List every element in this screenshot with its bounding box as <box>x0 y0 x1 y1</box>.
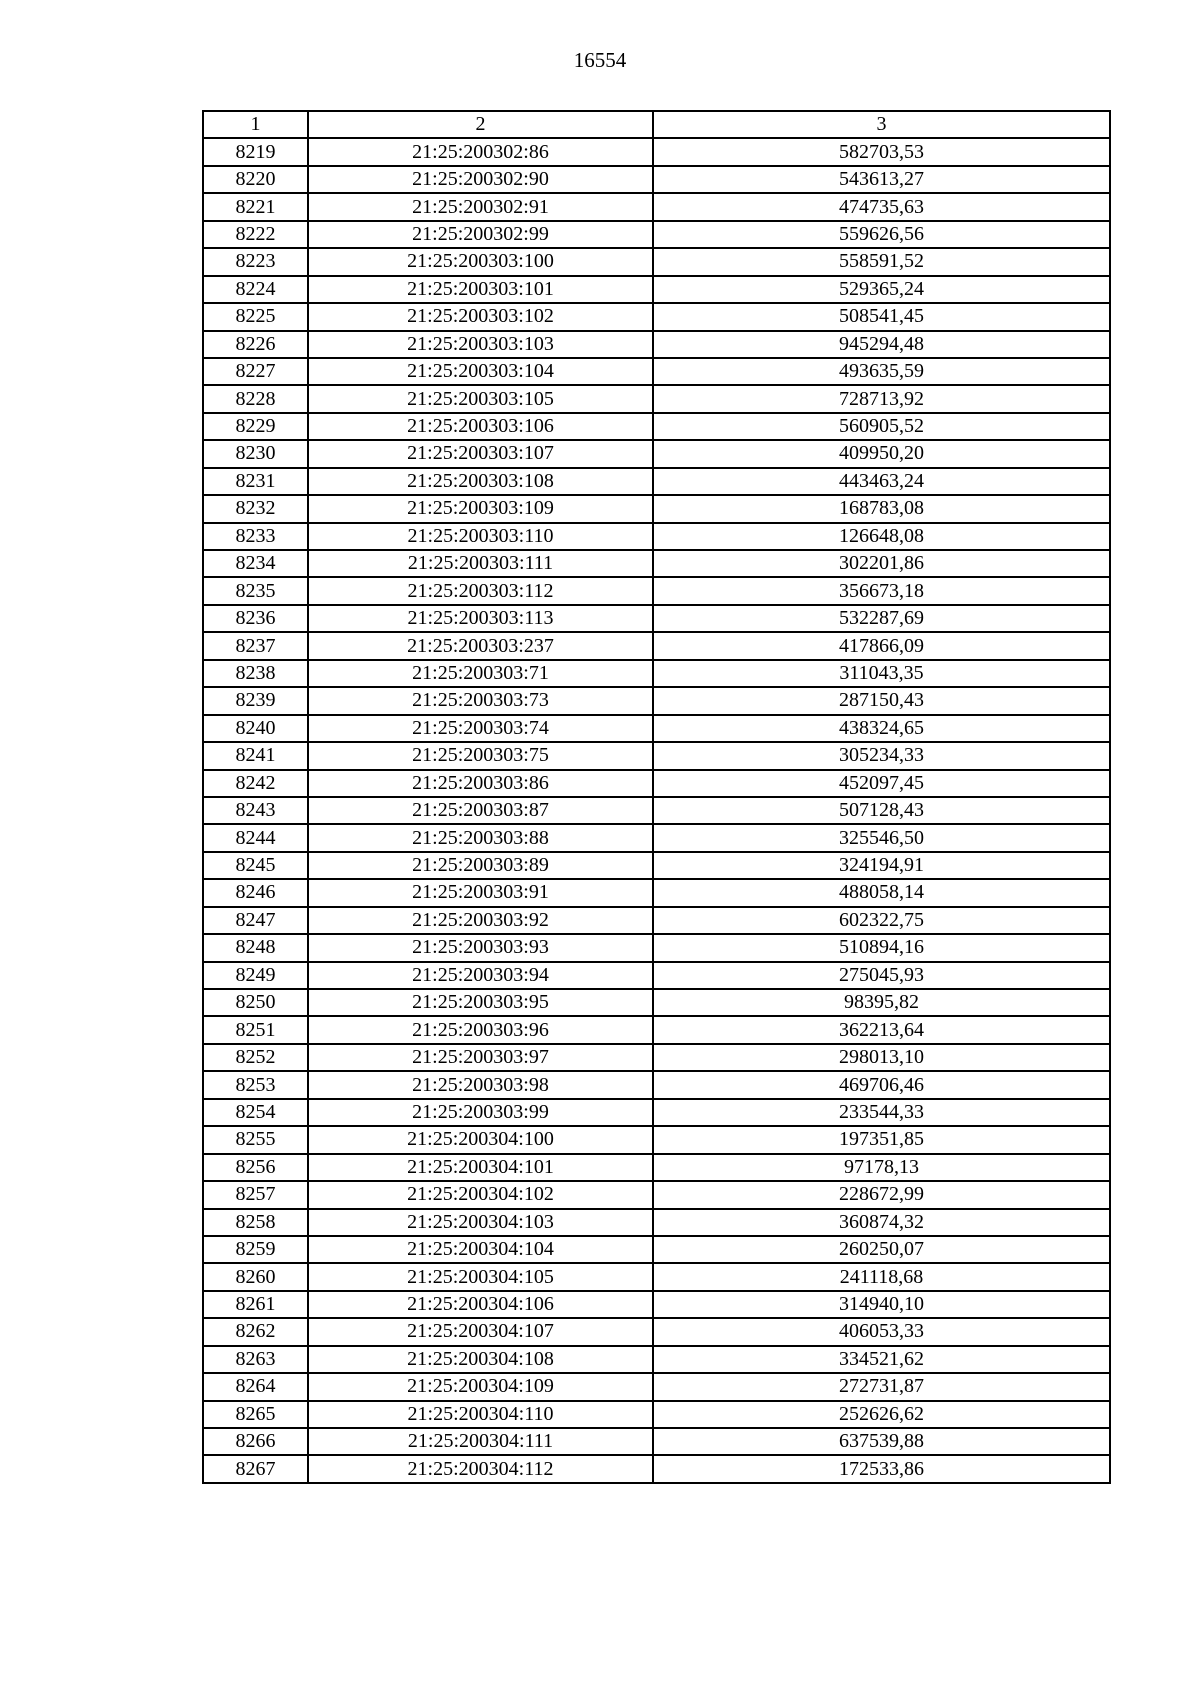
table-row <box>203 331 1110 358</box>
cadastral-number-cell: 21:25:200304:100 <box>308 1126 653 1153</box>
cadastral-value-cell: 438324,65 <box>653 715 1110 742</box>
cadastral-number-cell: 21:25:200303:107 <box>308 440 653 467</box>
row-number-cell: 8247 <box>203 907 308 934</box>
row-number-cell: 8255 <box>203 1126 308 1153</box>
table-row <box>203 413 1110 440</box>
table-row <box>203 989 1110 1016</box>
cadastral-number-cell: 21:25:200303:95 <box>308 989 653 1016</box>
cadastral-value-cell: 510894,16 <box>653 934 1110 961</box>
cadastral-number-cell: 21:25:200303:71 <box>308 660 653 687</box>
cadastral-value-cell: 602322,75 <box>653 907 1110 934</box>
cadastral-number-cell: 21:25:200303:97 <box>308 1044 653 1071</box>
row-number-cell: 8252 <box>203 1044 308 1071</box>
cadastral-value-cell: 241118,68 <box>653 1263 1110 1290</box>
row-number-cell: 8242 <box>203 770 308 797</box>
table-row <box>203 934 1110 961</box>
table-row <box>203 276 1110 303</box>
cadastral-number-cell: 21:25:200303:96 <box>308 1016 653 1043</box>
table-row <box>203 1071 1110 1098</box>
cadastral-value-cell: 233544,33 <box>653 1099 1110 1126</box>
row-number-cell: 8262 <box>203 1318 308 1345</box>
row-number-cell: 8240 <box>203 715 308 742</box>
cadastral-value-cell: 360874,32 <box>653 1209 1110 1236</box>
row-number-cell: 8250 <box>203 989 308 1016</box>
cadastral-value-cell: 637539,88 <box>653 1428 1110 1455</box>
cadastral-value-cell: 560905,52 <box>653 413 1110 440</box>
row-number-cell: 8231 <box>203 468 308 495</box>
row-number-cell: 8232 <box>203 495 308 522</box>
table-row <box>203 1181 1110 1208</box>
table-row <box>203 1154 1110 1181</box>
table-row <box>203 742 1110 769</box>
cadastral-value-cell: 543613,27 <box>653 166 1110 193</box>
table-row <box>203 550 1110 577</box>
table-row <box>203 468 1110 495</box>
row-number-cell: 8229 <box>203 413 308 440</box>
table-row <box>203 1044 1110 1071</box>
row-number-cell: 8258 <box>203 1209 308 1236</box>
row-number-cell: 8237 <box>203 632 308 659</box>
cadastral-value-cell: 275045,93 <box>653 962 1110 989</box>
cadastral-value-cell: 228672,99 <box>653 1181 1110 1208</box>
row-number-cell: 8260 <box>203 1263 308 1290</box>
cadastral-value-cell: 325546,50 <box>653 824 1110 851</box>
table-row <box>203 358 1110 385</box>
column-header-value: 3 <box>653 111 1110 138</box>
row-number-cell: 8224 <box>203 276 308 303</box>
row-number-cell: 8234 <box>203 550 308 577</box>
table-row <box>203 1126 1110 1153</box>
cadastral-number-cell: 21:25:200303:112 <box>308 577 653 604</box>
cadastral-value-cell: 945294,48 <box>653 331 1110 358</box>
table-row <box>203 824 1110 851</box>
cadastral-value-cell: 582703,53 <box>653 138 1110 165</box>
column-header-cadastral-number: 2 <box>308 111 653 138</box>
table-row <box>203 687 1110 714</box>
table-row <box>203 632 1110 659</box>
cadastral-number-cell: 21:25:200304:104 <box>308 1236 653 1263</box>
cadastral-number-cell: 21:25:200303:86 <box>308 770 653 797</box>
cadastral-number-cell: 21:25:200303:88 <box>308 824 653 851</box>
row-number-cell: 8246 <box>203 879 308 906</box>
cadastral-value-cell: 728713,92 <box>653 385 1110 412</box>
row-number-cell: 8257 <box>203 1181 308 1208</box>
cadastral-value-cell: 302201,86 <box>653 550 1110 577</box>
table-row <box>203 138 1110 165</box>
cadastral-value-cell: 559626,56 <box>653 221 1110 248</box>
cadastral-number-cell: 21:25:200303:106 <box>308 413 653 440</box>
cadastral-number-cell: 21:25:200302:91 <box>308 193 653 220</box>
cadastral-value-cell: 168783,08 <box>653 495 1110 522</box>
row-number-cell: 8235 <box>203 577 308 604</box>
table-row <box>203 605 1110 632</box>
row-number-cell: 8248 <box>203 934 308 961</box>
cadastral-value-cell: 507128,43 <box>653 797 1110 824</box>
table-row <box>203 303 1110 330</box>
cadastral-number-cell: 21:25:200303:103 <box>308 331 653 358</box>
cadastral-value-cell: 197351,85 <box>653 1126 1110 1153</box>
row-number-cell: 8230 <box>203 440 308 467</box>
table-row <box>203 1373 1110 1400</box>
cadastral-value-cell: 314940,10 <box>653 1291 1110 1318</box>
cadastral-value-cell: 97178,13 <box>653 1154 1110 1181</box>
cadastral-number-cell: 21:25:200303:101 <box>308 276 653 303</box>
cadastral-number-cell: 21:25:200304:103 <box>308 1209 653 1236</box>
cadastral-number-cell: 21:25:200304:107 <box>308 1318 653 1345</box>
cadastral-value-cell: 172533,86 <box>653 1455 1110 1482</box>
table-row <box>203 166 1110 193</box>
cadastral-number-cell: 21:25:200304:109 <box>308 1373 653 1400</box>
table-row <box>203 852 1110 879</box>
cadastral-value-cell: 488058,14 <box>653 879 1110 906</box>
table-row <box>203 797 1110 824</box>
cadastral-number-cell: 21:25:200303:110 <box>308 523 653 550</box>
cadastral-number-cell: 21:25:200303:104 <box>308 358 653 385</box>
row-number-cell: 8243 <box>203 797 308 824</box>
row-number-cell: 8226 <box>203 331 308 358</box>
row-number-cell: 8265 <box>203 1401 308 1428</box>
row-number-cell: 8239 <box>203 687 308 714</box>
cadastral-number-cell: 21:25:200304:102 <box>308 1181 653 1208</box>
table-row <box>203 1318 1110 1345</box>
row-number-cell: 8261 <box>203 1291 308 1318</box>
cadastral-value-cell: 334521,62 <box>653 1346 1110 1373</box>
cadastral-number-cell: 21:25:200302:90 <box>308 166 653 193</box>
table-row <box>203 1291 1110 1318</box>
cadastral-value-cell: 252626,62 <box>653 1401 1110 1428</box>
row-number-cell: 8221 <box>203 193 308 220</box>
row-number-cell: 8263 <box>203 1346 308 1373</box>
cadastral-number-cell: 21:25:200303:111 <box>308 550 653 577</box>
row-number-cell: 8225 <box>203 303 308 330</box>
table-row <box>203 1455 1110 1482</box>
row-number-cell: 8233 <box>203 523 308 550</box>
table-row <box>203 962 1110 989</box>
cadastral-value-cell: 529365,24 <box>653 276 1110 303</box>
cadastral-number-cell: 21:25:200303:99 <box>308 1099 653 1126</box>
row-number-cell: 8236 <box>203 605 308 632</box>
cadastral-value-cell: 98395,82 <box>653 989 1110 1016</box>
row-number-cell: 8244 <box>203 824 308 851</box>
table-row <box>203 1401 1110 1428</box>
cadastral-number-cell: 21:25:200303:237 <box>308 632 653 659</box>
row-number-cell: 8227 <box>203 358 308 385</box>
table-header-row <box>203 111 1110 138</box>
row-number-cell: 8254 <box>203 1099 308 1126</box>
cadastral-value-cell: 126648,08 <box>653 523 1110 550</box>
table-row <box>203 221 1110 248</box>
cadastral-number-cell: 21:25:200303:113 <box>308 605 653 632</box>
table-row <box>203 523 1110 550</box>
cadastral-value-cell: 474735,63 <box>653 193 1110 220</box>
row-number-cell: 8249 <box>203 962 308 989</box>
table-row <box>203 1428 1110 1455</box>
table-row <box>203 660 1110 687</box>
table-row <box>203 248 1110 275</box>
cadastral-number-cell: 21:25:200304:112 <box>308 1455 653 1482</box>
cadastral-value-cell: 272731,87 <box>653 1373 1110 1400</box>
cadastral-value-cell: 532287,69 <box>653 605 1110 632</box>
cadastral-number-cell: 21:25:200303:100 <box>308 248 653 275</box>
row-number-cell: 8228 <box>203 385 308 412</box>
cadastral-number-cell: 21:25:200303:92 <box>308 907 653 934</box>
cadastral-number-cell: 21:25:200304:110 <box>308 1401 653 1428</box>
cadastral-number-cell: 21:25:200303:93 <box>308 934 653 961</box>
cadastral-number-cell: 21:25:200303:73 <box>308 687 653 714</box>
table-row <box>203 907 1110 934</box>
table-row <box>203 715 1110 742</box>
row-number-cell: 8238 <box>203 660 308 687</box>
cadastral-value-cell: 508541,45 <box>653 303 1110 330</box>
row-number-cell: 8245 <box>203 852 308 879</box>
row-number-cell: 8241 <box>203 742 308 769</box>
cadastral-number-cell: 21:25:200303:94 <box>308 962 653 989</box>
cadastral-number-cell: 21:25:200304:108 <box>308 1346 653 1373</box>
cadastral-number-cell: 21:25:200303:75 <box>308 742 653 769</box>
table-row <box>203 770 1110 797</box>
table-row <box>203 385 1110 412</box>
row-number-cell: 8220 <box>203 166 308 193</box>
cadastral-value-cell: 452097,45 <box>653 770 1110 797</box>
cadastral-value-cell: 417866,09 <box>653 632 1110 659</box>
cadastral-number-cell: 21:25:200303:109 <box>308 495 653 522</box>
row-number-cell: 8253 <box>203 1071 308 1098</box>
cadastral-number-cell: 21:25:200304:101 <box>308 1154 653 1181</box>
cadastral-value-cell: 287150,43 <box>653 687 1110 714</box>
table-row <box>203 577 1110 604</box>
column-header-number: 1 <box>203 111 308 138</box>
row-number-cell: 8267 <box>203 1455 308 1482</box>
cadastral-value-cell: 324194,91 <box>653 852 1110 879</box>
cadastral-number-cell: 21:25:200302:86 <box>308 138 653 165</box>
cadastral-number-cell: 21:25:200303:102 <box>308 303 653 330</box>
cadastral-value-cell: 356673,18 <box>653 577 1110 604</box>
cadastral-number-cell: 21:25:200304:111 <box>308 1428 653 1455</box>
cadastral-number-cell: 21:25:200303:87 <box>308 797 653 824</box>
cadastral-value-cell: 311043,35 <box>653 660 1110 687</box>
cadastral-number-cell: 21:25:200303:108 <box>308 468 653 495</box>
table-row <box>203 440 1110 467</box>
cadastral-number-cell: 21:25:200303:105 <box>308 385 653 412</box>
cadastral-value-cell: 493635,59 <box>653 358 1110 385</box>
cadastral-value-cell: 298013,10 <box>653 1044 1110 1071</box>
cadastral-number-cell: 21:25:200303:98 <box>308 1071 653 1098</box>
table-body <box>203 138 1110 1482</box>
cadastral-value-cell: 409950,20 <box>653 440 1110 467</box>
cadastral-value-cell: 362213,64 <box>653 1016 1110 1043</box>
cadastral-value-cell: 305234,33 <box>653 742 1110 769</box>
table-row <box>203 193 1110 220</box>
row-number-cell: 8266 <box>203 1428 308 1455</box>
row-number-cell: 8256 <box>203 1154 308 1181</box>
table-row <box>203 1236 1110 1263</box>
cadastral-number-cell: 21:25:200302:99 <box>308 221 653 248</box>
table-row <box>203 1346 1110 1373</box>
row-number-cell: 8251 <box>203 1016 308 1043</box>
row-number-cell: 8223 <box>203 248 308 275</box>
row-number-cell: 8259 <box>203 1236 308 1263</box>
cadastral-value-table <box>202 110 1111 1484</box>
row-number-cell: 8222 <box>203 221 308 248</box>
cadastral-value-cell: 443463,24 <box>653 468 1110 495</box>
cadastral-value-cell: 558591,52 <box>653 248 1110 275</box>
cadastral-value-cell: 406053,33 <box>653 1318 1110 1345</box>
cadastral-number-cell: 21:25:200303:91 <box>308 879 653 906</box>
cadastral-value-cell: 469706,46 <box>653 1071 1110 1098</box>
cadastral-number-cell: 21:25:200303:89 <box>308 852 653 879</box>
table-row <box>203 1099 1110 1126</box>
cadastral-number-cell: 21:25:200304:105 <box>308 1263 653 1290</box>
table-row <box>203 879 1110 906</box>
cadastral-number-cell: 21:25:200303:74 <box>308 715 653 742</box>
row-number-cell: 8219 <box>203 138 308 165</box>
table-row <box>203 1263 1110 1290</box>
cadastral-value-cell: 260250,07 <box>653 1236 1110 1263</box>
row-number-cell: 8264 <box>203 1373 308 1400</box>
cadastral-number-cell: 21:25:200304:106 <box>308 1291 653 1318</box>
table-row <box>203 495 1110 522</box>
table-row <box>203 1209 1110 1236</box>
page-number: 16554 <box>573 48 627 72</box>
table-row <box>203 1016 1110 1043</box>
